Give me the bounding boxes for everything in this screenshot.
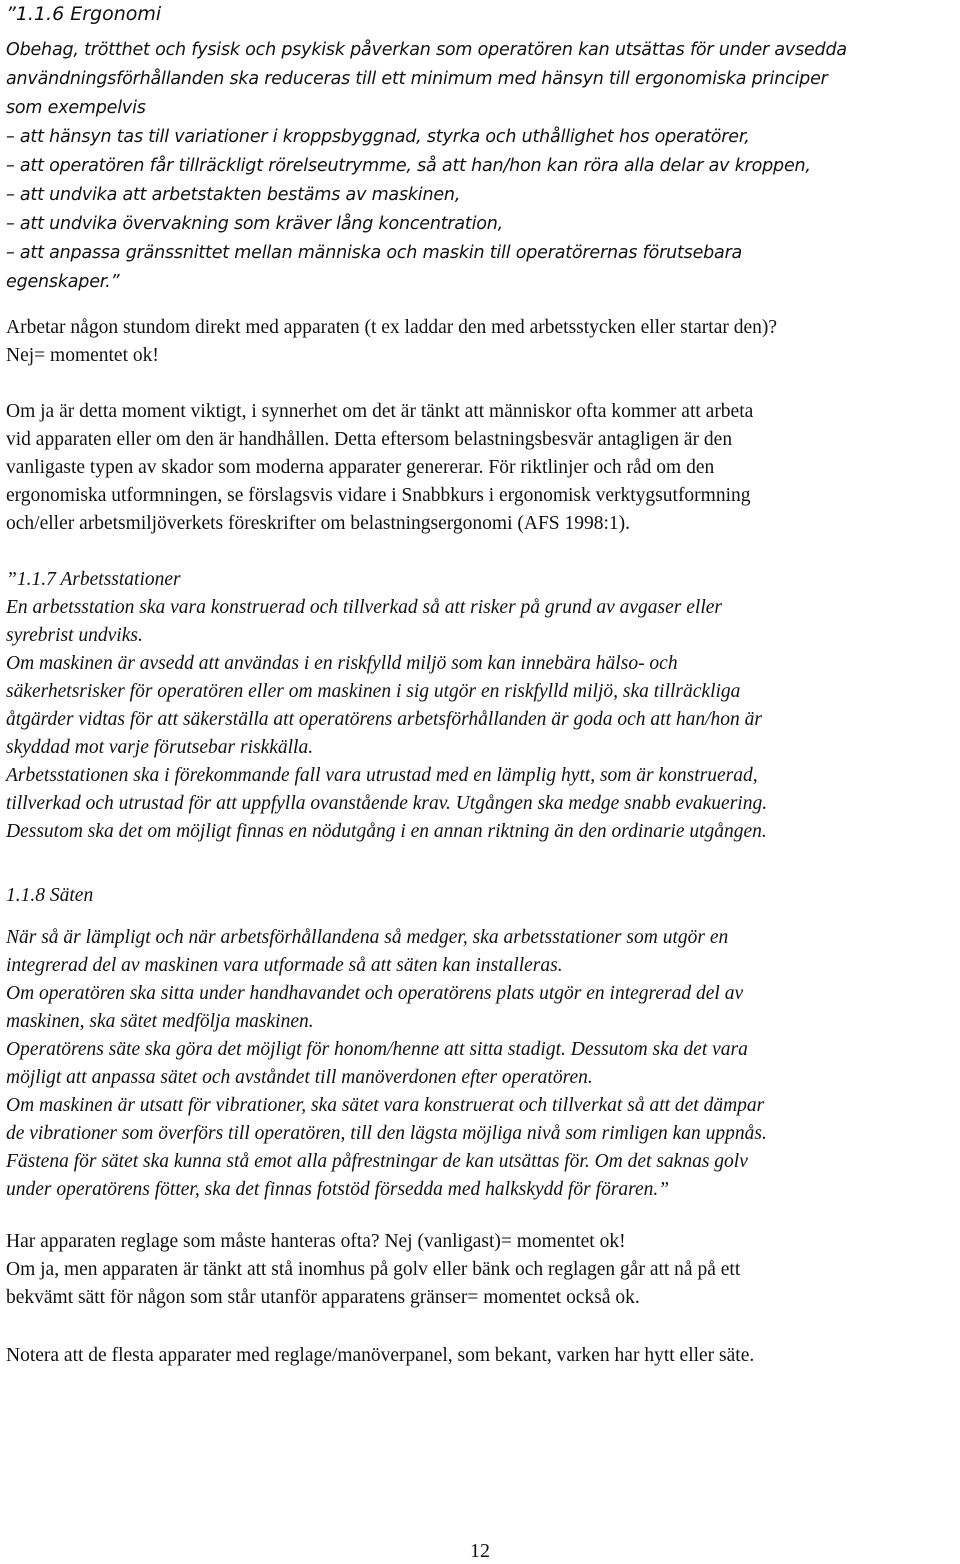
section-117-heading: ”1.1.7 Arbetsstationer [6,569,181,590]
quote-line: Om operatören ska sitta under handhavandet och operatörens plats utgör en integrerad del av [6,983,744,1004]
quote-line: – att anpassa gränssnittet mellan människa och maskin till operatörernas förutsebara [6,243,743,263]
quote-line: egenskaper.” [6,272,120,292]
question-line: Arbetar någon stundom direkt med apparaten (t ex laddar den med arbetsstycken eller startar den)? [6,317,778,338]
quote-line: – att undvika övervakning som kräver lång koncentration, [6,214,504,234]
quote-line: – att operatören får tillräckligt rörelseutrymme, så att han/hon kan röra alla delar av kroppen, [6,156,811,176]
quote-line: Obehag, trötthet och fysisk och psykisk påverkan som operatören kan utsättas för under avsedda [6,40,847,60]
quote-line: åtgärder vidtas för att säkerställa att operatörens arbetsförhållanden är goda och att han/hon är [6,709,762,730]
final-note [6,1342,946,1370]
section-116-question [6,314,946,370]
final-note-line: Notera att de flesta apparater med reglage/manöverpanel, som bekant, varken har hytt eller säte. [6,1345,755,1366]
quote-line: skyddad mot varje förutsebar riskkälla. [6,737,314,758]
page-number: 12 [470,1540,490,1562]
question-line: Nej= momentet ok! [6,345,159,366]
quote-line: Fästena för sätet ska kunna stå emot alla påfrestningar de kan utsättas för. Om det saknas golv [6,1151,748,1172]
quote-line: de vibrationer som överförs till operatören, till den lägsta möjliga nivå som rimligen kan uppnås. [6,1123,767,1144]
quote-line: användningsförhållanden ska reduceras till ett minimum med hänsyn till ergonomiska principer [6,69,828,89]
note-line: vanligaste typen av skador som moderna apparater genererar. För riktlinjer och råd om den [6,457,715,478]
quote-line: tillverkad och utrustad för att uppfylla ovanstående krav. Utgången ska medge snabb evakuering. [6,793,768,814]
question-line: Har apparaten reglage som måste hanteras ofta? Nej (vanligast)= momentet ok! [6,1231,626,1252]
section-118-heading: 1.1.8 Säten [6,885,94,906]
note-line: ergonomiska utformningen, se förslagsvis vidare i Snabbkurs i ergonomisk verktygsutformning [6,485,751,506]
note-line: vid apparaten eller om den är handhållen. Detta eftersom belastningsbesvär antagligen är den [6,429,733,450]
quote-line: Arbetsstationen ska i förekommande fall vara utrustad med en lämplig hytt, som är konstruerad, [6,765,758,786]
quote-line: säkerhetsrisker för operatören eller om maskinen i sig utgör en riskfylld miljö, ska tillräckliga [6,681,741,702]
quote-line: möjligt att anpassa sätet och avståndet till manöverdonen efter operatören. [6,1067,593,1088]
quote-line: Operatörens säte ska göra det möjligt för honom/henne att sitta stadigt. Dessutom ska det vara [6,1039,748,1060]
note-line: och/eller arbetsmiljöverkets föreskrifter om belastningsergonomi (AFS 1998:1). [6,513,631,534]
section-116-quote [6,36,946,297]
question-line: bekvämt sätt för någon som står utanför apparatens gränser= momentet också ok. [6,1287,640,1308]
quote-line: under operatörens fötter, ska det finnas fotstöd försedda med halkskydd för föraren.” [6,1179,670,1200]
section-118-question [6,1228,946,1312]
quote-line: När så är lämpligt och när arbetsförhållandena så medger, ska arbetsstationer som utgör en [6,927,729,948]
quote-line: – att hänsyn tas till variationer i kroppsbyggnad, styrka och uthållighet hos operatörer, [6,127,750,147]
section-118-quote [6,924,946,1204]
quote-line: Om maskinen är utsatt för vibrationer, ska sätet vara konstruerat och tillverkat så att det dämpar [6,1095,765,1116]
quote-line: Om maskinen är avsedd att användas i en riskfylld miljö som kan innebära hälso- och [6,653,678,674]
quote-line: Dessutom ska det om möjligt finnas en nödutgång i en annan riktning än den ordinarie utgången. [6,821,767,842]
quote-line: som exempelvis [6,98,146,118]
quote-line: maskinen, ska sätet medfölja maskinen. [6,1011,314,1032]
quote-line: syrebrist undviks. [6,625,143,646]
section-116-note [6,398,946,538]
note-line: Om ja är detta moment viktigt, i synnerhet om det är tänkt att människor ofta kommer att arbeta [6,401,754,422]
question-line: Om ja, men apparaten är tänkt att stå inomhus på golv eller bänk och reglagen går att nå på ett [6,1259,741,1280]
quote-line: integrerad del av maskinen vara utformade så att säten kan installeras. [6,955,563,976]
section-117-quote [6,594,946,846]
quote-line: – att undvika att arbetstakten bestäms av maskinen, [6,185,461,205]
quote-line: En arbetsstation ska vara konstruerad och tillverkad så att risker på grund av avgaser eller [6,597,722,618]
section-116-heading: ”1.1.6 Ergonomi [6,3,162,25]
